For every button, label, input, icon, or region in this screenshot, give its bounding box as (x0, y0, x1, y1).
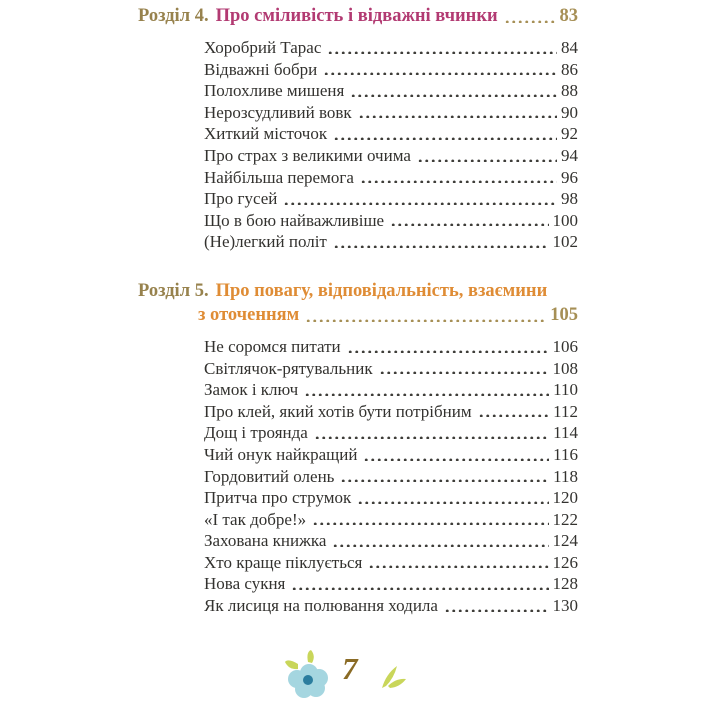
dot-leader (504, 19, 556, 23)
entry-page-number: 88 (561, 81, 578, 101)
entry-page-number: 108 (552, 358, 578, 378)
toc-entry (204, 102, 578, 124)
entry-page-number: 118 (553, 466, 578, 486)
dot-leader (333, 136, 557, 140)
entry-title: Притча про струмок (204, 488, 352, 508)
toc-entry (204, 379, 578, 401)
toc-entry (204, 552, 578, 574)
dot-leader (304, 392, 549, 396)
entry-title: Що в бою найважливіше (204, 210, 385, 230)
entry-title: Не соромся питати (204, 336, 341, 356)
toc-entry (204, 422, 578, 444)
toc-entry (204, 595, 578, 617)
entry-page-number: 94 (561, 145, 578, 165)
entry-page-number: 114 (553, 423, 578, 443)
dot-leader (323, 71, 557, 75)
entry-page-number: 106 (552, 336, 578, 356)
toc-entry (204, 188, 578, 210)
toc-entry (204, 145, 578, 167)
toc-entry (204, 487, 578, 509)
dot-leader (368, 564, 548, 568)
entry-page-number: 84 (561, 38, 578, 57)
dot-leader (340, 478, 549, 482)
entry-title: Нова сукня (204, 574, 286, 594)
entry-page-number: 124 (552, 531, 578, 551)
chapter-4-entries (204, 37, 578, 253)
entry-title: Дощ і троянда (204, 423, 308, 443)
dot-leader (360, 179, 557, 183)
chapter-5-entries (204, 336, 578, 617)
toc-entry (204, 358, 578, 380)
chapter-label: Розділ 4. (138, 6, 209, 26)
dot-leader (305, 318, 546, 322)
leaf-sprig-icon (380, 662, 410, 690)
toc-entry (204, 573, 578, 595)
dot-leader (333, 244, 549, 248)
entry-title: Гордовитий олень (204, 466, 335, 486)
chapter-title: Про сміливість і відважні вчинки (215, 6, 498, 26)
toc-entry (204, 509, 578, 531)
entry-page-number: 102 (552, 232, 578, 252)
entry-title: Хто краще піклується (204, 552, 363, 572)
dot-leader (390, 222, 548, 226)
entry-title: Як лисиця на полювання ходила (204, 596, 438, 616)
toc-entry (204, 37, 578, 59)
entry-page-number: 112 (553, 401, 578, 421)
entry-title: Полохливе мишеня (204, 81, 345, 101)
dot-leader (478, 413, 550, 417)
dot-leader (444, 608, 549, 612)
table-of-contents (138, 4, 578, 617)
toc-entry (204, 401, 578, 423)
chapter-5-heading (138, 279, 578, 327)
page-number: 7 (342, 651, 358, 686)
dot-leader (332, 543, 548, 547)
dot-leader (314, 435, 549, 439)
entry-page-number: 122 (552, 509, 578, 529)
entry-title: Про клей, який хотів бути потрібним (204, 401, 472, 421)
chapter-label: Розділ 5. (138, 280, 209, 301)
chapter-title-line2: з оточенням (198, 304, 300, 325)
entry-title: Хоробрий Тарас (204, 38, 322, 57)
flower-icon (284, 650, 340, 706)
dot-leader (283, 201, 557, 205)
toc-entry (204, 444, 578, 466)
toc-entry (204, 530, 578, 552)
toc-entry (204, 80, 578, 102)
dot-leader (379, 370, 549, 374)
entry-title: Нерозсудливий вовк (204, 102, 352, 122)
chapter-4-heading (138, 4, 578, 28)
entry-page-number: 86 (561, 59, 578, 79)
entry-title: Найбільша перемога (204, 167, 354, 187)
dot-leader (312, 521, 548, 525)
dot-leader (417, 158, 557, 162)
entry-title: Хиткий місточок (204, 124, 328, 144)
dot-leader (357, 500, 548, 504)
entry-title: Відважні бобри (204, 59, 318, 79)
entry-page-number: 126 (552, 552, 578, 572)
entry-page-number: 128 (552, 574, 578, 594)
entry-page-number: 96 (561, 167, 578, 187)
dot-leader (358, 114, 557, 118)
entry-page-number: 100 (552, 210, 578, 230)
entry-page-number: 120 (552, 488, 578, 508)
toc-entry (204, 466, 578, 488)
entry-title: Замок і ключ (204, 380, 299, 400)
toc-entry (204, 336, 578, 358)
entry-title: Світлячок-рятувальник (204, 358, 373, 378)
entry-title: Чий онук найкращий (204, 444, 358, 464)
toc-entry (204, 167, 578, 189)
entry-title: Про гусей (204, 189, 278, 209)
dot-leader (350, 93, 557, 97)
chapter-page-number: 83 (559, 6, 578, 26)
dot-leader (363, 457, 549, 461)
toc-entry (204, 123, 578, 145)
dot-leader (291, 586, 548, 590)
entry-title: Про страх з великими очима (204, 145, 411, 165)
toc-entry (204, 231, 578, 253)
entry-page-number: 98 (561, 189, 578, 209)
chapter-title-line1: Про повагу, відповідальність, взаємини (215, 280, 548, 301)
dot-leader (327, 50, 557, 54)
entry-page-number: 90 (561, 102, 578, 122)
entry-title: Захована книжка (204, 531, 327, 551)
entry-page-number: 130 (552, 596, 578, 616)
entry-page-number: 110 (553, 380, 578, 400)
entry-page-number: 92 (561, 124, 578, 144)
entry-page-number: 116 (553, 444, 578, 464)
page-footer (0, 646, 720, 712)
toc-entry (204, 210, 578, 232)
dot-leader (347, 349, 549, 353)
entry-title: «І так добре!» (204, 509, 307, 529)
entry-title: (Не)легкий політ (204, 232, 327, 252)
chapter-page-number: 105 (550, 304, 578, 325)
toc-entry (204, 59, 578, 81)
